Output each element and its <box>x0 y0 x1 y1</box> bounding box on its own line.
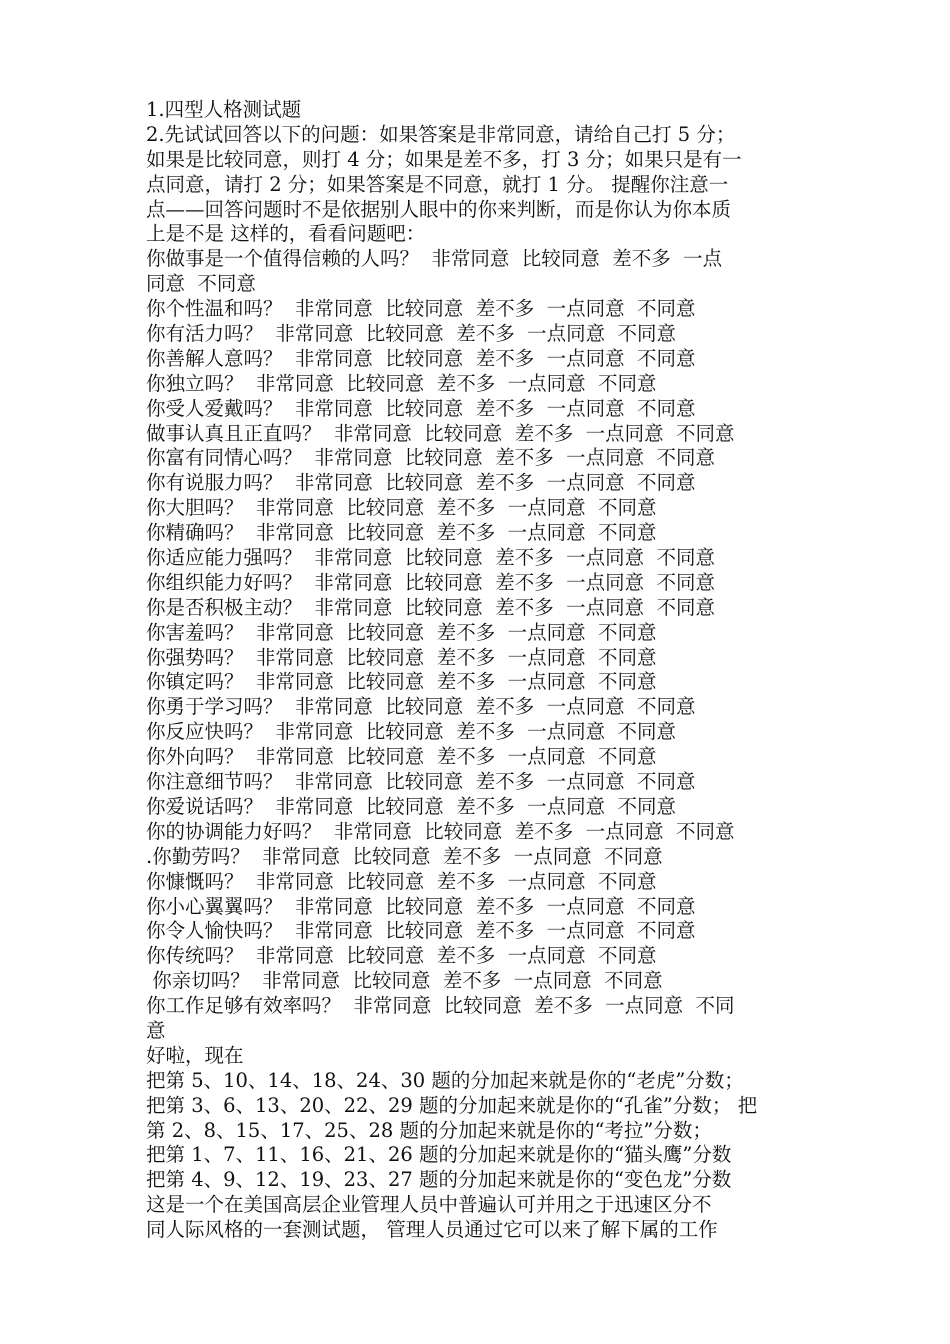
text-line: 你组织能力好吗？ 非常同意 比较同意 差不多 一点同意 不同意 <box>146 570 715 594</box>
text-line: 你令人愉快吗？ 非常同意 比较同意 差不多 一点同意 不同意 <box>146 919 696 943</box>
text-line: 2.先试试回答以下的问题：如果答案是非常同意，请给自己打 5 分； <box>146 122 736 146</box>
text-line: 你善解人意吗？ 非常同意 比较同意 差不多 一点同意 不同意 <box>146 346 696 370</box>
text-line: 上是不是 这样的，看看问题吧： <box>146 222 426 246</box>
text-line: 你精确吗？ 非常同意 比较同意 差不多 一点同意 不同意 <box>146 521 657 545</box>
text-line: 你个性温和吗？ 非常同意 比较同意 差不多 一点同意 不同意 <box>146 297 696 321</box>
text-line: 把第 1、7、11、16、21、26 题的分加起来就是你的“猫头鹰”分数 <box>146 1143 732 1167</box>
text-line: 你是否积极主动？ 非常同意 比较同意 差不多 一点同意 不同意 <box>146 595 715 619</box>
text-line: 你反应快吗？ 非常同意 比较同意 差不多 一点同意 不同意 <box>146 720 676 744</box>
text-line: 你害羞吗？ 非常同意 比较同意 差不多 一点同意 不同意 <box>146 620 657 644</box>
text-line: 你小心翼翼吗？ 非常同意 比较同意 差不多 一点同意 不同意 <box>146 894 696 918</box>
text-line: 你有说服力吗？ 非常同意 比较同意 差不多 一点同意 不同意 <box>146 471 696 495</box>
text-line: 把第 3、6、13、20、22、29 题的分加起来就是你的“孔雀”分数； 把 <box>146 1093 758 1117</box>
text-line: 意 <box>146 1018 166 1042</box>
text-line: 同人际风格的一套测试题， 管理人员通过它可以来了解下属的工作 <box>146 1218 718 1242</box>
text-line: 你的协调能力好吗？ 非常同意 比较同意 差不多 一点同意 不同意 <box>146 819 735 843</box>
text-line: 同意 不同意 <box>146 272 256 296</box>
text-line: 这是一个在美国高层企业管理人员中普遍认可并用之于迅速区分不 <box>146 1193 712 1217</box>
document-page <box>146 98 810 1243</box>
text-line: 1.四型人格测试题 <box>146 98 302 121</box>
text-line: 你传统吗？ 非常同意 比较同意 差不多 一点同意 不同意 <box>146 944 657 968</box>
text-line: 你有活力吗？ 非常同意 比较同意 差不多 一点同意 不同意 <box>146 322 676 346</box>
text-line: 点同意，请打 2 分；如果答案是不同意，就打 1 分。 提醒你注意一 <box>146 172 729 196</box>
text-line: .你勤劳吗？ 非常同意 比较同意 差不多 一点同意 不同意 <box>146 844 663 868</box>
text-line: 你工作足够有效率吗？ 非常同意 比较同意 差不多 一点同意 不同 <box>146 994 735 1018</box>
text-line: 你爱说话吗？ 非常同意 比较同意 差不多 一点同意 不同意 <box>146 794 676 818</box>
text-line: 你大胆吗？ 非常同意 比较同意 差不多 一点同意 不同意 <box>146 496 657 520</box>
text-line: 你勇于学习吗？ 非常同意 比较同意 差不多 一点同意 不同意 <box>146 695 696 719</box>
text-line: 你独立吗？ 非常同意 比较同意 差不多 一点同意 不同意 <box>146 371 657 395</box>
text-line: 第 2、8、15、17、25、28 题的分加起来就是你的“考拉”分数； <box>146 1118 712 1142</box>
text-line: 你做事是一个值得信赖的人吗？ 非常同意 比较同意 差不多 一点 <box>146 247 723 271</box>
text-line: 你亲切吗？ 非常同意 比较同意 差不多 一点同意 不同意 <box>146 969 663 993</box>
text-line: 你受人爱戴吗？ 非常同意 比较同意 差不多 一点同意 不同意 <box>146 396 696 420</box>
text-line: 你富有同情心吗？ 非常同意 比较同意 差不多 一点同意 不同意 <box>146 446 715 470</box>
text-line: 如果是比较同意，则打 4 分；如果是差不多，打 3 分；如果只是有一 <box>146 147 742 171</box>
text-line: 你注意细节吗？ 非常同意 比较同意 差不多 一点同意 不同意 <box>146 770 696 794</box>
text-line: 你慷慨吗？ 非常同意 比较同意 差不多 一点同意 不同意 <box>146 869 657 893</box>
text-line: 你镇定吗？ 非常同意 比较同意 差不多 一点同意 不同意 <box>146 670 657 694</box>
text-line: 你适应能力强吗？ 非常同意 比较同意 差不多 一点同意 不同意 <box>146 546 715 570</box>
text-line: 你外向吗？ 非常同意 比较同意 差不多 一点同意 不同意 <box>146 745 657 769</box>
text-line: 好啦，现在 <box>146 1043 244 1067</box>
text-line: 把第 4、9、12、19、23、27 题的分加起来就是你的“变色龙”分数 <box>146 1168 732 1192</box>
text-line: 你强势吗？ 非常同意 比较同意 差不多 一点同意 不同意 <box>146 645 657 669</box>
text-line: 点——回答问题时不是依据别人眼中的你来判断，而是你认为你本质 <box>146 197 732 221</box>
text-line: 把第 5、10、14、18、24、30 题的分加起来就是你的“老虎”分数； <box>146 1068 744 1092</box>
text-line: 做事认真且正直吗？ 非常同意 比较同意 差不多 一点同意 不同意 <box>146 421 735 445</box>
